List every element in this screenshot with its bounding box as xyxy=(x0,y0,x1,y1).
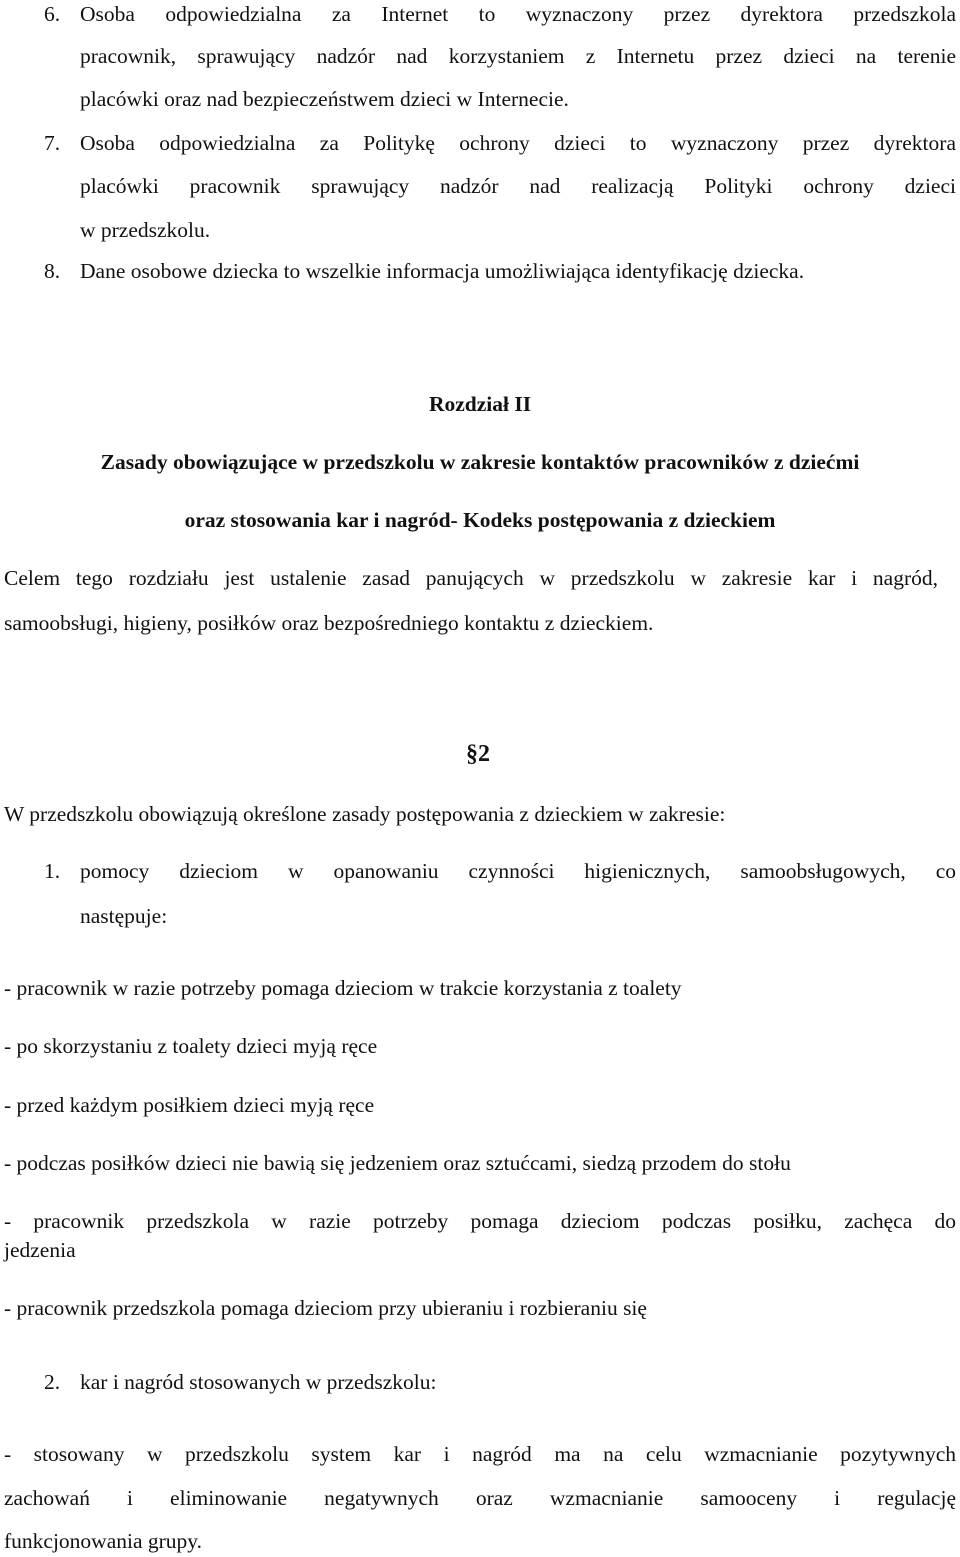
chapter-subtitle-line-1: Zasady obowiązujące w przedszkolu w zakresie kontaktów pracowników z dziećmi xyxy=(100,450,860,474)
list-item-7-line-1: Osoba odpowiedzialna za Politykę ochrony dzieci to wyznaczony przez dyrektora xyxy=(80,131,956,155)
list-item-8-line-1: Dane osobowe dziecka to wszelkie informacja umożliwiająca identyfikację dziecka. xyxy=(80,259,805,283)
bullet-item: - pracownik przedszkola pomaga dzieciom przy ubieraniu i rozbieraniu się xyxy=(4,1296,647,1320)
bullet-item: - podczas posiłków dzieci nie bawią się jedzeniem oraz sztućcami, siedzą przodem do stołu xyxy=(4,1151,791,1175)
bullet-item-line-2: jedzenia xyxy=(4,1238,76,1262)
closing-line-2: zachowań i eliminowanie negatywnych oraz wzmacnianie samooceny i regulację xyxy=(4,1486,956,1510)
chapter-title: Rozdział II xyxy=(428,392,532,416)
chapter-subtitle-line-2: oraz stosowania kar i nagród- Kodeks postępowania z dzieckiem xyxy=(184,508,776,532)
section-item-1-line-1: pomocy dzieciom w opanowaniu czynności higienicznych, samoobsługowych, co xyxy=(80,859,956,883)
bullet-item-line-1: - pracownik przedszkola w razie potrzeby pomaga dzieciom podczas posiłku, zachęca do xyxy=(4,1209,956,1233)
list-item-number: 8. xyxy=(44,259,61,283)
bullet-item: - przed każdym posiłkiem dzieci myją ręce xyxy=(4,1093,375,1117)
list-item-number: 7. xyxy=(44,131,61,155)
section-intro: W przedszkolu obowiązują określone zasady postępowania z dzieckiem w zakresie: xyxy=(4,802,726,826)
list-item-6-line-1: Osoba odpowiedzialna za Internet to wyznaczony przez dyrektora przedszkola xyxy=(80,2,956,26)
list-item-number: 1. xyxy=(44,859,61,883)
list-item-7-line-2: placówki pracownik sprawujący nadzór nad realizacją Polityki ochrony dzieci xyxy=(80,174,956,198)
list-item-number: 2. xyxy=(44,1370,61,1394)
bullet-item: - pracownik w razie potrzeby pomaga dzieciom w trakcie korzystania z toalety xyxy=(4,976,682,1000)
section-item-1-line-2: następuje: xyxy=(80,904,168,928)
list-item-6-line-2: pracownik, sprawujący nadzór nad korzystaniem z Internetu przez dzieci na terenie xyxy=(80,44,956,68)
list-item-6-line-3: placówki oraz nad bezpieczeństwem dzieci w Internecie. xyxy=(80,87,569,111)
chapter-intro-line-2: samoobsługi, higieny, posiłków oraz bezpośredniego kontaktu z dzieckiem. xyxy=(4,611,654,635)
list-item-7-line-3: w przedszkolu. xyxy=(80,218,211,242)
section-item-2-text: kar i nagród stosowanych w przedszkolu: xyxy=(80,1370,437,1394)
section-mark: §2 xyxy=(466,741,490,767)
list-item-number: 6. xyxy=(44,2,61,26)
closing-line-1: - stosowany w przedszkolu system kar i nagród ma na celu wzmacnianie pozytywnych xyxy=(4,1442,956,1466)
chapter-intro-line-1: Celem tego rozdziału jest ustalenie zasad panujących w przedszkolu w zakresie kar i nagród, xyxy=(4,566,938,590)
bullet-item: - po skorzystaniu z toalety dzieci myją ręce xyxy=(4,1034,378,1058)
closing-line-3: funkcjonowania grupy. xyxy=(4,1529,203,1553)
